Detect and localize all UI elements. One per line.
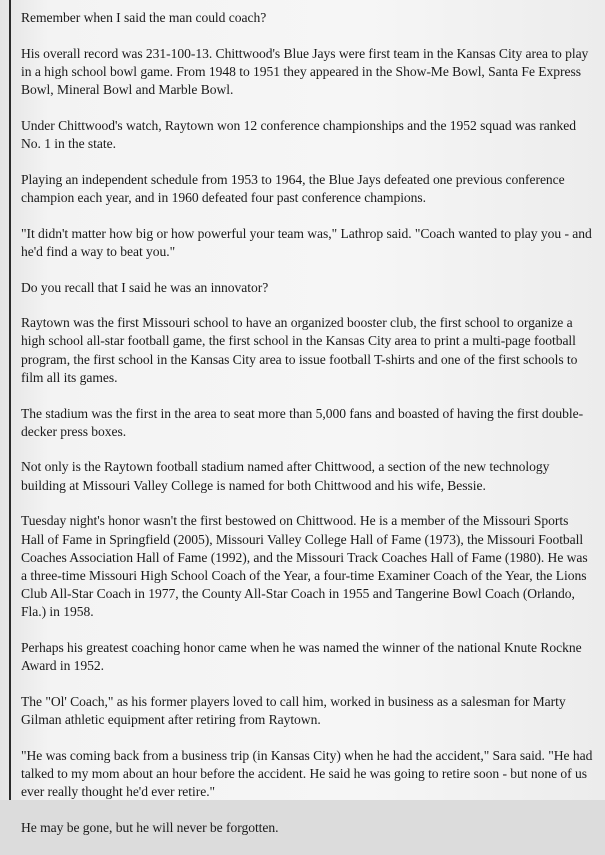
paragraph-7: Raytown was the first Missouri school to have an organized booster club, the first school to organize a high school all-star football game, the first school in the Kansas City area to print a multi-page football program, the first school in the Kansas City area to issue football T-shirts and one of the first schools to film all its games.	[21, 315, 578, 385]
paragraph-4: Playing an independent schedule from 1953 to 1964, the Blue Jays defeated one previous conference champion each year, and in 1960 defeated four past conference champions.	[21, 171, 565, 205]
margin-rule	[9, 0, 11, 800]
paragraph-5: "It didn't matter how big or how powerful your team was," Lathrop said. "Coach wanted to play you - and he'd find a way to beat you."	[21, 225, 592, 259]
paragraph-2: His overall record was 231-100-13. Chittwood's Blue Jays were first team in the Kansas City area to play in a high school bowl game. From 1948 to 1951 they appeared in the Show-Me Bowl, Santa Fe Express Bowl, Mineral Bowl and Marble Bowl.	[21, 45, 589, 98]
paragraph-10: Tuesday night's honor wasn't the first bestowed on Chittwood. He is a member of the Missouri Sports Hall of Fame in Springfield (2005), Missouri Valley College Hall of Fame (1973), the Missouri Football Coaches Association Hall of Fame (1992), and the Missouri Track Coaches Hall of Fame (1980). He was a three-time Missouri High School Coach of the Year, a four-time Examiner Coach of the Year, the Lions Club All-Star Coach in 1977, the County All-Star Coach in 1955 and Tangerine Bowl Coach (Orlando, Fla.) in 1958.	[21, 513, 588, 620]
paragraph-9: Not only is the Raytown football stadium named after Chittwood, a section of the new technology building at Missouri Valley College is named for both Chittwood and his wife, Bessie.	[21, 459, 550, 493]
article-body	[21, 9, 593, 855]
paragraph-6: Do you recall that I said he was an innovator?	[21, 279, 269, 295]
paragraph-1: Remember when I said the man could coach?	[21, 10, 267, 25]
paragraph-13: "He was coming back from a business trip (in Kansas City) when he had the accident," Sara said. "He had talked to my mom about an hour before the accident. He said he was going to retire soon - but none of us ever really thought he'd ever retire."	[21, 747, 593, 800]
paragraph-12: The "Ol' Coach," as his former players loved to call him, worked in business as a salesman for Marty Gilman athletic equipment after retiring from Raytown.	[21, 693, 566, 728]
paragraph-14: He may be gone, but he will never be forgotten.	[21, 820, 279, 835]
paragraph-8: The stadium was the first in the area to seat more than 5,000 fans and boasted of having the first double-decker press boxes.	[21, 405, 584, 439]
paragraph-11: Perhaps his greatest coaching honor came when he was named the winner of the national Knute Rockne Award in 1952.	[21, 640, 582, 674]
paragraph-3: Under Chittwood's watch, Raytown won 12 conference championships and the 1952 squad was ranked No. 1 in the state.	[21, 117, 576, 152]
